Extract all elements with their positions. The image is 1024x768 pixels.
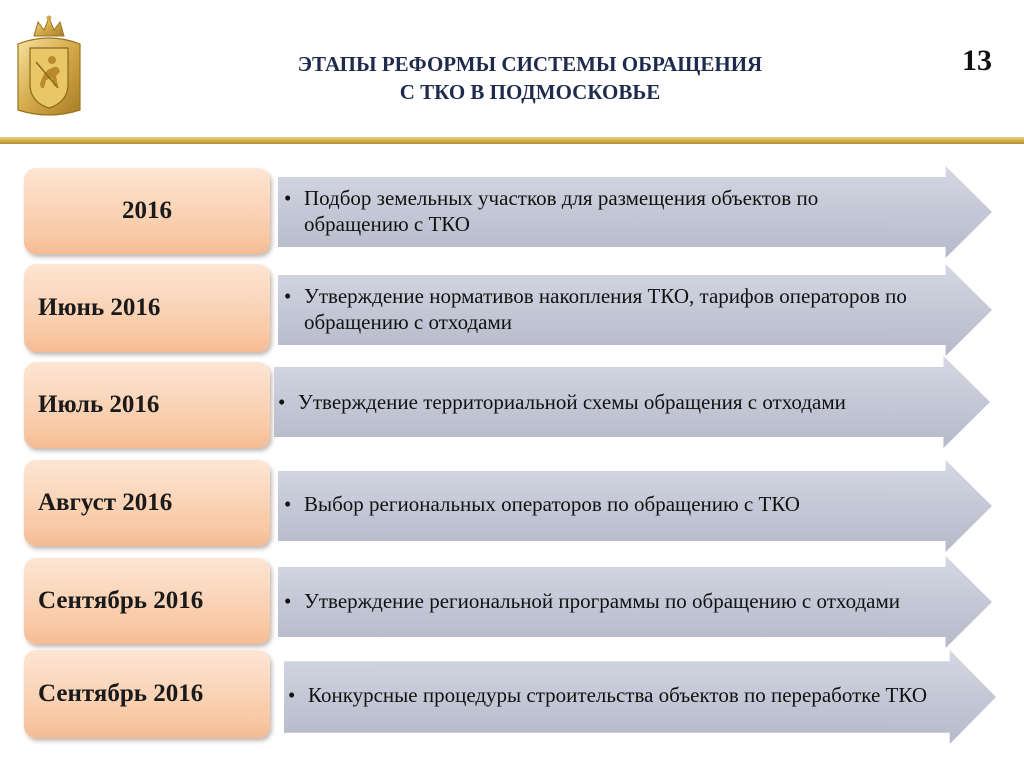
page-number: 13 <box>962 44 992 77</box>
page-title-line-2: С ТКО В ПОДМОСКОВЬЕ <box>399 80 661 104</box>
stage-description: • Выбор региональных операторов по обращению с ТКО <box>284 492 800 516</box>
stage-description: • Подбор земельных участков для размещения объектов по обращению с ТКО <box>284 178 924 244</box>
stage-date: Июль 2016 <box>24 362 270 448</box>
stage-text: Утверждение нормативов накопления ТКО, тарифов операторов по обращению с отходами <box>304 284 907 334</box>
stage-description: • Конкурсные процедуры строительства объектов по переработке ТКО <box>288 683 927 707</box>
stage-date: Сентябрь 2016 <box>24 650 270 738</box>
page-title-line-1: ЭТАПЫ РЕФОРМЫ СИСТЕМЫ ОБРАЩЕНИЯ <box>297 52 763 76</box>
stage-text: Конкурсные процедуры строительства объектов по переработке ТКО <box>308 683 927 707</box>
stage-text: Подбор земельных участков для размещения объектов по обращению с ТКО <box>304 186 819 236</box>
header-divider <box>0 137 1024 144</box>
stage-date: Июнь 2016 <box>24 264 270 352</box>
slide-header <box>0 0 1024 138</box>
stage-description: • Утверждение региональной программы по обращению с отходами <box>284 589 901 613</box>
stage-date: Сентябрь 2016 <box>24 558 270 644</box>
stage-description: • Утверждение территориальной схемы обращения с отходами <box>278 390 846 414</box>
stage-text: Утверждение территориальной схемы обращения с отходами <box>298 390 846 414</box>
page-title <box>120 50 940 106</box>
stage-text: Утверждение региональной программы по обращению с отходами <box>304 589 901 613</box>
stage-date: Август 2016 <box>24 460 270 546</box>
stage-date: 2016 <box>24 168 270 254</box>
stage-text: Выбор региональных операторов по обращению с ТКО <box>304 492 800 516</box>
stage-description: • Утверждение нормативов накопления ТКО, тарифов операторов по обращению с отходами <box>284 276 924 342</box>
coat-of-arms-icon <box>14 14 84 122</box>
